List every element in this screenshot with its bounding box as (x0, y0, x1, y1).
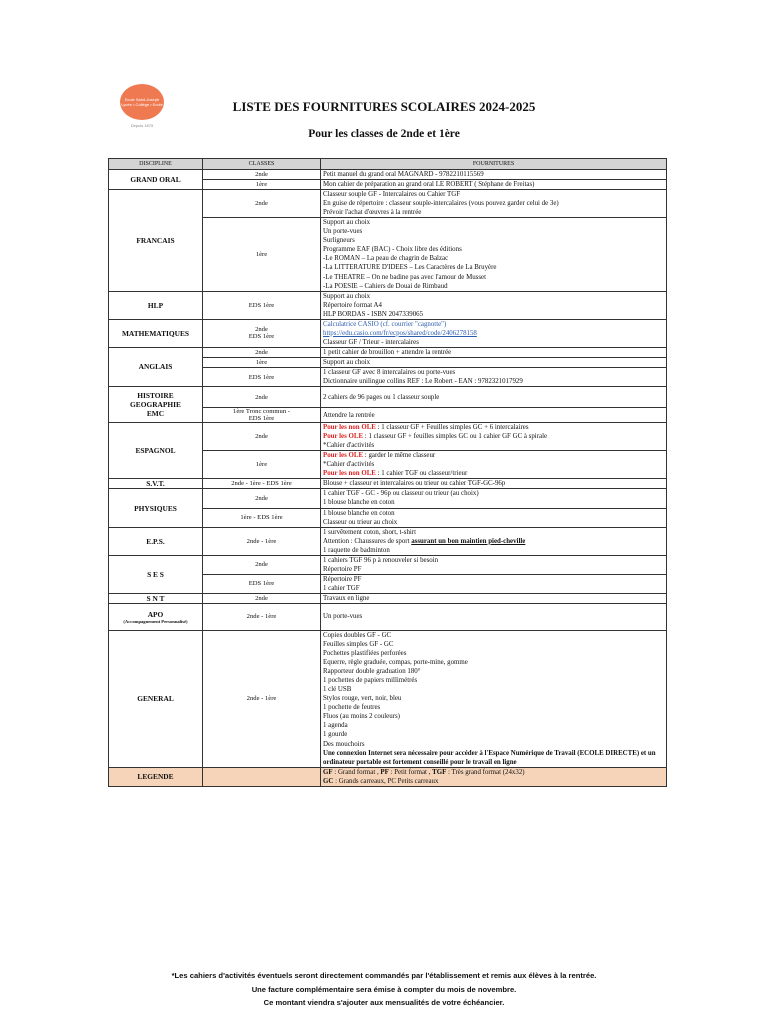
table-row (109, 319, 667, 347)
supply-line: Un porte-vues (323, 613, 363, 621)
class-cell: EDS 1ère (203, 291, 321, 319)
supply-line: Feuilles simples GF - GC (323, 641, 394, 649)
supply-line: 1 survêtement coton, short, t-shirt (323, 528, 417, 536)
table-row (109, 423, 667, 451)
supply-line: Dictionnaire unilingue collins REF : Le Robert - EAN : 9782321017929 (323, 378, 523, 386)
supplies-cell (321, 170, 667, 180)
discipline-line: EMC (146, 409, 165, 419)
supply-line: Support au choix (323, 219, 371, 227)
supply-line: *Cahier d'activités (323, 461, 375, 469)
supplies-cell (321, 603, 667, 630)
supply-line: En guise de répertoire : classeur souple-intercalaires (vous pouvez garder celui de 3e) (323, 200, 559, 208)
supply-line: Travaux en ligne (323, 594, 370, 602)
supply-line: Répertoire format A4 (323, 301, 382, 309)
supply-line: 1 pochette de feutres (323, 704, 381, 712)
legend-abbr: GC (323, 777, 334, 785)
discipline-apo (109, 603, 203, 630)
supply-line: Support au choix (323, 292, 371, 300)
table-row (109, 387, 667, 408)
supply-line: *Cahier d'activités (323, 442, 375, 450)
discipline-line: HISTOIRE (137, 391, 174, 401)
discipline-snt: S N T (109, 593, 203, 603)
ole-label: Pour les non OLE (323, 470, 376, 478)
supply-line: Copies doubles GF - GC (323, 631, 392, 639)
supply-line: Pochettes plastifiées perforées (323, 650, 407, 658)
discipline-anglais: ANGLAIS (109, 347, 203, 386)
supplies-cell (321, 593, 667, 603)
supplies-cell (321, 423, 667, 451)
supply-line: -La POESIE – Cahiers de Douai de Rimbaud (323, 282, 448, 290)
discipline-ses: S E S (109, 555, 203, 593)
logo-line-1: Ecole Saint-Joseph (124, 97, 160, 102)
supply-line: 1 cahiers TGF 96 p à renouveler si besoin (323, 556, 439, 564)
legend-row (109, 767, 667, 786)
supplies-cell (321, 527, 667, 555)
table-row (109, 347, 667, 357)
supply-line: Classeur souple GF - Intercalaires ou Cahier TGF (323, 191, 461, 199)
legend-abbr: GF (323, 768, 333, 776)
supply-line: HLP BORDAS - ISBN 2047339065 (323, 310, 424, 318)
supply-line (323, 451, 664, 460)
class-cell: 2nde - 1ère - EDS 1ère (203, 479, 321, 489)
class-cell: 1ère (203, 218, 321, 291)
supplies-cell (321, 555, 667, 574)
supply-line (323, 469, 664, 478)
supplies-cell (321, 367, 667, 386)
supplies-cell (321, 387, 667, 408)
supply-line: Prévoir l'achat d'œuvres à la rentrée (323, 209, 422, 217)
supply-line: Mon cahier de préparation au grand oral LE ROBERT ( Stéphane de Freitas) (323, 181, 535, 189)
supply-line: 1 clé USB (323, 686, 352, 694)
supply-line: Des mouchoirs (323, 740, 365, 748)
table-row (109, 190, 667, 218)
class-cell: EDS 1ère (203, 574, 321, 593)
supply-line: Petit manuel du grand oral MAGNARD - 9782210115569 (323, 171, 484, 178)
ole-label: Pour les OLE (323, 452, 364, 460)
discipline-eps: E.P.S. (109, 527, 203, 555)
supply-line: 1 petit cahier de brouillon + attendre la rentrée (323, 348, 452, 356)
supply-text: : 1 classeur GF + feuilles simples GC ou 1 cahier GF GC à spirale (363, 433, 548, 441)
class-cell: 1ère (203, 180, 321, 190)
footer-line: Ce montant viendra s'ajouter aux mensualités de votre échéancier. (263, 998, 505, 1007)
supplies-cell (321, 630, 667, 767)
class-cell (203, 319, 321, 347)
page-subtitle: Pour les classes de 2nde et 1ère (308, 128, 460, 140)
legend-text: : Grand format , (332, 768, 381, 776)
supply-line: 1 gourde (323, 731, 348, 739)
supply-text: : garder le même classeur (363, 452, 436, 460)
discipline-svt: S.V.T. (109, 479, 203, 489)
class-cell: EDS 1ère (203, 367, 321, 386)
supply-line: Programme EAF (BAC) - Choix libre des éditions (323, 246, 462, 254)
supply-text: Attention : Chaussures de sport (323, 537, 412, 545)
supplies-cell (321, 319, 667, 347)
supplies-cell (321, 451, 667, 479)
supplies-cell (321, 508, 667, 527)
class-cell: 2nde (203, 593, 321, 603)
supply-line: 1 classeur GF avec 8 intercalaires ou porte-vues (323, 368, 456, 376)
class-cell-empty (203, 767, 321, 786)
supply-line: 1 pochettes de papiers millimétrés (323, 677, 418, 685)
internet-notice: Une connexion Internet sera nécessaire pour accéder à l'Espace Numérique de Travail (ECOLE DIRECTE) et un ordinateur portable est fortement conseillé pour le travail en ligne (323, 749, 656, 766)
supplies-cell (321, 479, 667, 489)
calculator-note: Calculatrice CASIO (cf. courrier "cagnotte") (323, 320, 447, 328)
supply-line: Surligneurs (323, 237, 355, 245)
supply-line: 1 blouse blanche en coton (323, 509, 395, 517)
supply-line: -Le THEATRE – On ne badine pas avec l'amour de Musset (323, 273, 486, 281)
supply-line: Fluos (au moins 2 couleurs) (323, 713, 400, 721)
discipline-hlp: HLP (109, 291, 203, 319)
supply-line: 1 raquette de badminton (323, 546, 390, 554)
legend-cell (321, 767, 667, 786)
table-row (109, 603, 667, 630)
supplies-cell (321, 180, 667, 190)
legend-abbr: PF (380, 768, 389, 776)
header-classes: CLASSES (203, 159, 321, 170)
supply-line (323, 423, 664, 432)
discipline-subline: (Accompagnement Personnalisé) (123, 618, 188, 624)
header-discipline: DISCIPLINE (109, 159, 203, 170)
table-row (109, 630, 667, 767)
supply-line (323, 537, 664, 546)
class-cell: 2nde (203, 387, 321, 408)
table-header-row (109, 159, 667, 170)
supply-line: Classeur GF / Trieur - intercalaires (323, 338, 419, 346)
supply-line: Blouse + classeur et intercalaires ou trieur ou cahier TGF-GC-96p (323, 480, 506, 488)
supplies-cell (321, 574, 667, 593)
discipline-espagnol: ESPAGNOL (109, 423, 203, 479)
ole-label: Pour les OLE (323, 433, 364, 441)
discipline-mathematiques: MATHEMATIQUES (109, 319, 203, 347)
table-row (109, 555, 667, 574)
class-line: EDS 1ère (248, 333, 275, 341)
legend-text: : Petit format , (388, 768, 433, 776)
supply-text: : 1 classeur GF + Feuilles simples GC + 6 intercalaires (375, 424, 529, 432)
supplies-cell (321, 291, 667, 319)
supply-line: Attendre la rentrée (323, 411, 375, 419)
shoes-warning: assurant un bon maintien pied-cheville (411, 537, 526, 545)
table-row (109, 170, 667, 180)
supplies-cell (321, 489, 667, 508)
supply-line: Classeur ou trieur au choix (323, 518, 398, 526)
header-fournitures: FOURNITURES (321, 159, 667, 170)
footer-line: *Les cahiers d'activités éventuels seront directement commandés par l'établissement et remis aux élèves à la rentrée. (171, 971, 597, 980)
supply-line: Stylos rouge, vert, noir, bleu (323, 695, 402, 703)
supply-text: : 1 cahier TGF ou classeur/trieur (375, 470, 468, 478)
class-cell: 2nde (203, 423, 321, 451)
class-line: 1ère Tronc commun - (233, 408, 290, 416)
discipline-grand-oral: GRAND ORAL (109, 170, 203, 190)
legend-abbr: TGF (432, 768, 447, 776)
table-row (109, 489, 667, 508)
table-row (109, 593, 667, 603)
discipline-histoire-geographie (109, 387, 203, 423)
logo-line-2: Lycée • Collège • Ecole (121, 102, 163, 107)
class-cell: 2nde - 1ère (203, 603, 321, 630)
legend-line (323, 768, 664, 777)
class-cell: 1ère (203, 357, 321, 367)
supplies-cell (321, 218, 667, 291)
legend-text: : Très grand format (24x32) (446, 768, 525, 776)
supply-line: 1 cahier TGF - GC - 96p ou classeur ou trieur (au choix) (323, 490, 479, 498)
casio-link[interactable]: https://edu.casio.com/fr/ecpos/shared/code/2406278158 (323, 329, 477, 337)
supply-line: 1 agenda (323, 722, 348, 730)
footer-notes (0, 969, 768, 1010)
table-row (109, 291, 667, 319)
supply-line: Support au choix (323, 358, 371, 366)
supply-line: -Le ROMAN – La peau de chagrin de Balzac (323, 255, 449, 263)
class-cell: 2nde (203, 489, 321, 508)
class-cell: 2nde (203, 347, 321, 357)
supplies-cell (321, 190, 667, 218)
page-title: LISTE DES FOURNITURES SCOLAIRES 2024-2025 (232, 99, 536, 114)
class-line: EDS 1ère (248, 415, 275, 423)
legend-text: : Grands carreaux, PC Petits carreaux (333, 777, 439, 785)
supply-line: Un porte-vues (323, 228, 363, 236)
supply-line: Répertoire PF (323, 575, 362, 583)
table-row (109, 479, 667, 489)
class-cell: 2nde - 1ère (203, 527, 321, 555)
class-line: 2nde (255, 326, 268, 334)
class-cell: 2nde (203, 190, 321, 218)
class-cell: 2nde (203, 555, 321, 574)
ole-label: Pour les non OLE (323, 424, 376, 432)
discipline-francais: FRANCAIS (109, 190, 203, 292)
supply-line: -La LITTERATURE D'IDEES – Les Caractères de La Bruyère (323, 264, 497, 272)
discipline-legende: LEGENDE (109, 767, 203, 786)
class-cell: 1ère - EDS 1ère (203, 508, 321, 527)
class-cell: 2nde - 1ère (203, 630, 321, 767)
discipline-general: GENERAL (109, 630, 203, 767)
supply-line: 1 cahier TGF (323, 584, 360, 592)
supply-line: Rapporteur double graduation 180° (323, 668, 421, 676)
table-row (109, 527, 667, 555)
supply-line: Equerre, règle graduée, compas, porte-mine, gomme (323, 659, 468, 667)
class-cell: 1ère (203, 451, 321, 479)
discipline-line: GEOGRAPHIE (130, 400, 181, 410)
discipline-physiques: PHYSIQUES (109, 489, 203, 527)
supply-line: 1 blouse blanche en coton (323, 499, 395, 507)
supplies-cell (321, 357, 667, 367)
supply-line (323, 432, 664, 441)
supply-line: Répertoire PF (323, 565, 362, 573)
supplies-cell (321, 408, 667, 423)
supply-line: 2 cahiers de 96 pages ou 1 classeur souple (323, 393, 440, 401)
supplies-table (108, 158, 667, 787)
supplies-cell (321, 347, 667, 357)
class-cell (203, 408, 321, 423)
logo-subtext: Depuis 1875 (130, 123, 154, 128)
class-cell: 2nde (203, 170, 321, 180)
discipline-line: APO (147, 609, 164, 619)
footer-line: Une facture complémentaire sera émise à compter du mois de novembre. (251, 984, 517, 994)
legend-line (323, 777, 664, 786)
